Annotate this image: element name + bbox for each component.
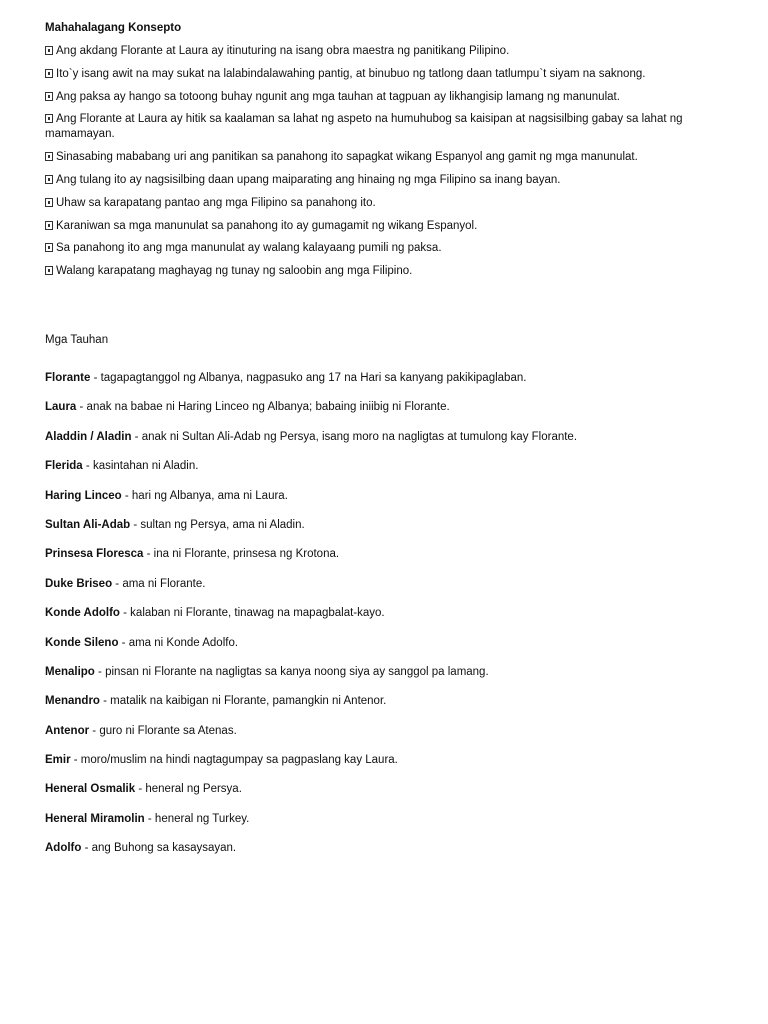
character-item bbox=[45, 459, 725, 488]
concept-item: Ang akdang Florante at Laura ay itinuturing na isang obra maestra ng panitikang Pilipino. bbox=[45, 44, 725, 59]
character-item bbox=[45, 400, 725, 429]
concept-item: Walang karapatang maghayag ng tunay ng saloobin ang mga Filipino. bbox=[45, 264, 725, 279]
character-description: - heneral ng Persya. bbox=[135, 783, 242, 796]
concepts-heading: Mahahalagang Konsepto bbox=[45, 22, 182, 34]
character-description: - kasintahan ni Aladin. bbox=[82, 460, 199, 473]
character-item bbox=[45, 694, 725, 723]
character-name: Laura bbox=[45, 401, 77, 414]
character-description: - moro/muslim na hindi nagtagumpay sa pagpaslang kay Laura. bbox=[70, 754, 398, 767]
concept-item: Ang tulang ito ay nagsisilbing daan upang maiparating ang hinaing ng mga Filipino sa inang bayan. bbox=[45, 173, 725, 188]
concept-item: Ang Florante at Laura ay hitik sa kaalaman sa lahat ng aspeto na humuhubog sa kaisipan at nagsisilbing gabay sa lahat ng mamamayan. bbox=[45, 113, 683, 141]
character-description: - kalaban ni Florante, tinawag na mapagbalat-kayo. bbox=[119, 607, 385, 620]
character-name: Heneral Miramolin bbox=[45, 812, 145, 825]
concept-item: Karaniwan sa mga manunulat sa panahong ito ay gumagamit ng wikang Espanyol. bbox=[45, 219, 725, 234]
character-item bbox=[45, 518, 725, 547]
character-description: - ama ni Florante. bbox=[112, 577, 206, 590]
character-description: - ang Buhong sa kasaysayan. bbox=[81, 842, 237, 855]
bullet-box-icon bbox=[45, 198, 53, 207]
character-name: Adolfo bbox=[45, 842, 82, 855]
character-description: - anak ni Sultan Ali-Adab ng Persya, isang moro na nagligtas at tumulong kay Florante. bbox=[131, 430, 578, 443]
character-name: Menandro bbox=[45, 695, 100, 708]
bullet-box-icon bbox=[45, 69, 53, 78]
character-description: - pinsan ni Florante na nagligtas sa kanya noong siya ay sanggol pa lamang. bbox=[94, 665, 489, 678]
concepts-list bbox=[45, 44, 725, 287]
character-name: Flerida bbox=[45, 460, 83, 473]
character-name: Aladdin / Aladin bbox=[45, 430, 132, 443]
character-item bbox=[45, 606, 725, 635]
character-name: Menalipo bbox=[45, 665, 95, 678]
character-description: - heneral ng Turkey. bbox=[144, 812, 250, 825]
character-name: Sultan Ali-Adab bbox=[45, 518, 131, 531]
character-description: - anak na babae ni Haring Linceo ng Albanya; babaing iniibig ni Florante. bbox=[76, 401, 450, 414]
character-name: Duke Briseo bbox=[45, 577, 113, 590]
character-item bbox=[45, 577, 725, 606]
concept-item: Sinasabing mababang uri ang panitikan sa panahong ito sapagkat wikang Espanyol ang gamit ng mga manunulat. bbox=[45, 150, 725, 165]
character-description: - hari ng Albanya, ama ni Laura. bbox=[121, 489, 288, 502]
character-description: - tagapagtanggol ng Albanya, nagpasuko ang 17 na Hari sa kanyang pakikipaglaban. bbox=[90, 372, 527, 384]
character-item bbox=[45, 636, 725, 665]
character-name: Antenor bbox=[45, 724, 90, 737]
character-item bbox=[45, 430, 725, 459]
character-name: Konde Adolfo bbox=[45, 607, 120, 620]
character-item bbox=[45, 371, 725, 400]
character-item bbox=[45, 665, 725, 694]
character-description: - guro ni Florante sa Atenas. bbox=[89, 724, 237, 737]
character-item bbox=[45, 812, 725, 841]
character-name: Haring Linceo bbox=[45, 489, 122, 502]
characters-list bbox=[45, 371, 725, 871]
bullet-box-icon bbox=[45, 46, 53, 55]
bullet-box-icon bbox=[45, 243, 53, 252]
concept-item: Uhaw sa karapatang pantao ang mga Filipino sa panahong ito. bbox=[45, 196, 725, 211]
character-item bbox=[45, 782, 725, 811]
character-name: Emir bbox=[45, 754, 71, 767]
bullet-box-icon bbox=[45, 92, 53, 101]
concept-item: Ito`y isang awit na may sukat na lalabindalawahing pantig, at binubuo ng tatlong daan tatlumpu`t siyam na saknong. bbox=[45, 67, 725, 82]
character-item bbox=[45, 753, 725, 782]
bullet-box-icon bbox=[45, 152, 53, 161]
character-item bbox=[45, 547, 725, 576]
bullet-box-icon bbox=[45, 175, 53, 184]
characters-heading: Mga Tauhan bbox=[45, 334, 109, 346]
character-name: Konde Sileno bbox=[45, 636, 119, 649]
character-name: Prinsesa Floresca bbox=[45, 548, 144, 561]
character-name: Heneral Osmalik bbox=[45, 783, 136, 796]
character-name: Florante bbox=[45, 372, 91, 384]
concept-item: Ang paksa ay hango sa totoong buhay ngunit ang mga tauhan at tagpuan ay likhangisip lamang ng manunulat. bbox=[45, 90, 725, 105]
character-item bbox=[45, 489, 725, 518]
character-description: - sultan ng Persya, ama ni Aladin. bbox=[130, 518, 305, 531]
character-description: - ina ni Florante, prinsesa ng Krotona. bbox=[143, 548, 340, 561]
bullet-box-icon bbox=[45, 114, 53, 123]
bullet-box-icon bbox=[45, 221, 53, 230]
character-item bbox=[45, 724, 725, 753]
character-item bbox=[45, 841, 725, 870]
concept-item: Sa panahong ito ang mga manunulat ay walang kalayaang pumili ng paksa. bbox=[45, 241, 725, 256]
character-description: - ama ni Konde Adolfo. bbox=[118, 636, 239, 649]
bullet-box-icon bbox=[45, 266, 53, 275]
character-description: - matalik na kaibigan ni Florante, pamangkin ni Antenor. bbox=[99, 695, 387, 708]
